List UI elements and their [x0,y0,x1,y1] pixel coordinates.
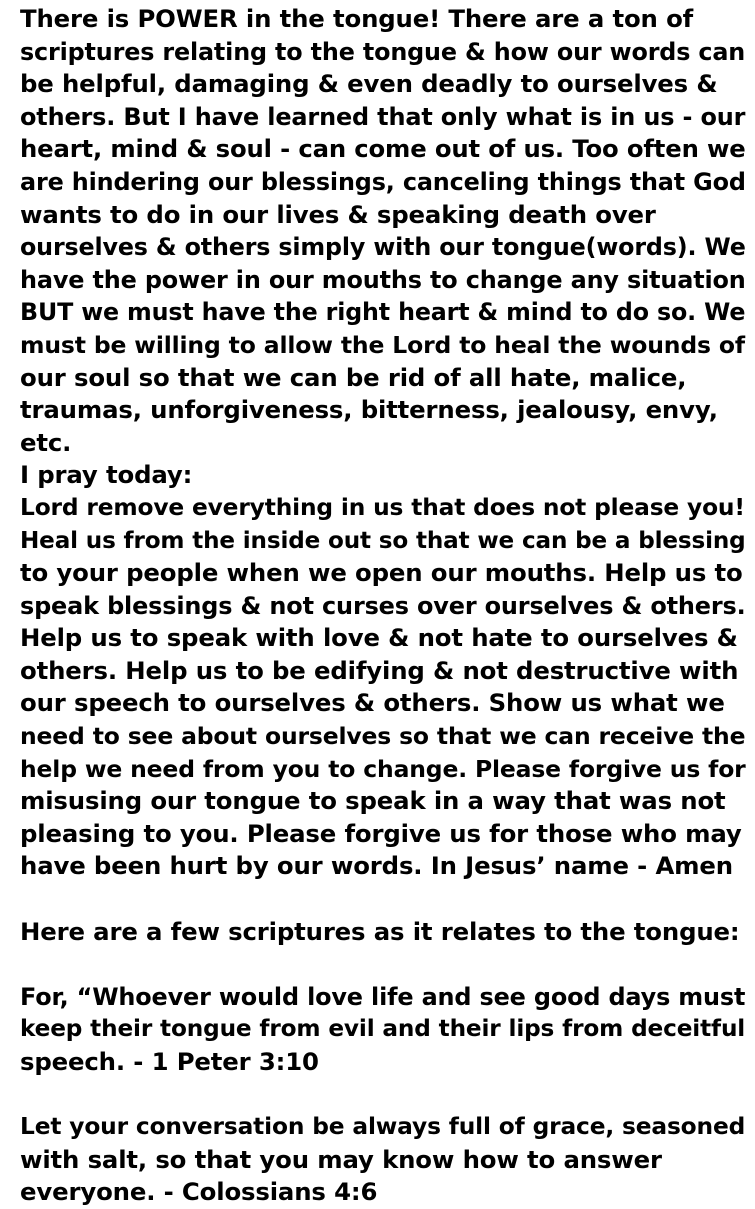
text-line: need to see about ourselves so that we can receive the [20,722,746,751]
blank-line [20,1079,750,1112]
text-line: to your people when we open our mouths. Help us to [20,558,743,588]
text-line: are hindering our blessings, canceling things that God [20,167,746,196]
text-line: etc. [20,427,72,457]
text-line: speak blessings & not curses over ourselves & others. [20,591,746,620]
text-line: For, “Whoever would love life and see good days must [20,982,746,1011]
text-line: wants to do in our lives & speaking death over [20,199,656,229]
text-line: I pray today: [20,460,193,490]
text-line: be helpful, damaging & even deadly to ourselves & [20,69,718,99]
text-line: BUT we must have the right heart & mind to do so. We [20,298,746,327]
text-line: traumas, unforgiveness, bitterness, jealousy, envy, [20,395,718,425]
text-line: our speech to ourselves & others. Show us what we [20,688,725,718]
text-line: have been hurt by our words. In Jesus’ name - Amen [20,851,733,881]
text-line: Help us to speak with love & not hate to ourselves & [20,623,738,653]
text-line: ourselves & others simply with our tongue(words). We [20,233,746,262]
text-line: our soul so that we can be rid of all hate, malice, [20,362,687,392]
text-line: Here are a few scriptures as it relates to the tongue: [20,916,740,946]
text-line: help we need from you to change. Please forgive us for [20,754,746,783]
text-line: heart, mind & soul - can come out of us. Too often we [20,134,746,164]
text-line: speech. - 1 Peter 3:10 [20,1047,319,1076]
text-line: There is POWER in the tongue! There are a ton of [20,4,694,33]
text-line: have the power in our mouths to change any situation [20,265,746,294]
text-line: everyone. - Colossians 4:6 [20,1177,378,1207]
blank-line [20,948,750,981]
text-line: must be willing to allow the Lord to heal the wounds of [20,330,745,359]
blank-line [20,883,750,916]
text-line: Heal us from the inside out so that we can be a blessing [20,527,746,554]
text-line: others. Help us to be edifying & not destructive with [20,655,739,685]
text-line: pleasing to you. Please forgive us for those who may [20,818,742,848]
text-line: with salt, so that you may know how to answer [20,1144,662,1174]
text-line: Lord remove everything in us that does not please you! [20,493,745,521]
text-line: scriptures relating to the tongue & how our words can [20,37,746,66]
text-line: Let your conversation be always full of grace, seasoned [20,1113,746,1141]
note-text [20,3,750,1209]
text-line: others. But I have learned that only what is in us - our [20,102,746,131]
text-line: keep their tongue from evil and their lips from deceitful [20,1015,746,1043]
text-line: misusing our tongue to speak in a way that was not [20,786,726,816]
